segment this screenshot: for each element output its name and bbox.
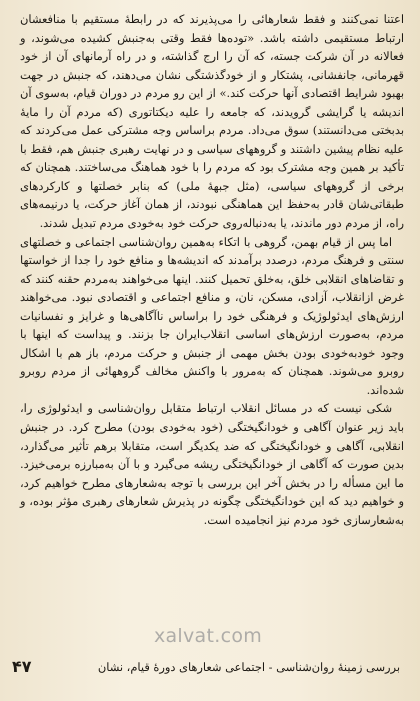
page-number: ۴۷ — [12, 657, 32, 676]
paragraph-2: اما پس از قیام بهمن، گروهی با اتکاء به‌همین روان‌شناسی اجتماعی و خصلتهای سنتی و فرهنگ مردم، درصدد برآمدند که اندیشه‌ها و منافع خود را جدا از خواستها و تقاضاهای انقلابی خلق، به‌خلق تحمیل کنند. اینها می‌خواهند به‌مردم حقنه کنند که غرض ازانقلاب، آزادی، مسکن، نان، و منافع اجتماعی و اقتصادی نبود. می‌خواهند ارزش‌های ایدئولوژیک و فرهنگی خود را براساس ناآگاهی‌ها و غرایز و نفسانیات مردم، به‌صورت ارزش‌های اساسی انقلاب‌ایران جا بزنند. و پیداست که اینها با وجود خودبه‌خودی بودن بخش مهمی از جنبش و حرکت مردم، باز هم با اشکال روبرو می‌شوند. همچنان که به‌مرور با واکنش مخالف گروههائی از مردم روبرو شده‌اند. — [20, 234, 404, 397]
paragraph-3: شکی نیست که در مسائل انقلاب ارتباط متقابل روان‌شناسی و ایدئولوژی را، باید زیر عنوان آگاهی و خودانگیختگی (خود به‌خودی بودن) مطرح کرد. در جنبش انقلابی، آگاهی و خودانگیختگی که ضد یکدیگر است، متقابلا برهم تأثیر می‌گذارد، بدین صورت که آگاهی از خودانگیختگی ریشه می‌گیرد و با آن به‌مبارزه برمی‌خیزد. ما این مسأله را در بخش آخر این بررسی با توجه به‌شعارهای مطرح خواهیم کرد، و خواهیم دید که این خودانگیختگی چگونه در پذیرش شعارهای رهبری مؤثر بوده، و به‌شعارسازی خود مردم نیز انجامیده است. — [20, 401, 404, 527]
watermark-text: xalvat.com — [153, 625, 263, 647]
paragraph-1: اعتنا نمی‌کنند و فقط شعارهائی را می‌پذیرند که در رابطهٔ مستقیم با منافعشان ارتباط مستقیمی داشته باشد. «توده‌ها فقط وقتی به‌جنبش کشیده می‌شوند، و فعالانه در آن شرکت جسته، که آن را ارج گذاشته، و در راه آرمانهای آن از خود قهرمانی، جانفشانی، پشتکار و از خودگذشتگی نشان می‌دهند، که جنبش در جهت بهبود شرایط اقتصادی آنها حرکت کند.» از این رو مردم در دوران قیام، به‌سوی آن اندیشه یا گرایشی گرویدند، که جامعه را علیه دیکتاتوری (که مردم آن را مایهٔ بدبختی می‌دانستند) سوق می‌داد. مردم براساس وجه مشترکی عمل می‌کردند که علیه نظام پیشین داشتند و گروههای سیاسی و در نهایت رهبری جنبش هم، فقط با تأکید بر همین وجه مشترک بود که مردم را با خود هماهنگ می‌ساختند. همچنان که برخی از گروههای سیاسی، (مثل جبههٔ ملی) که بنابر خصلتها و کارکردهای طبقاتی‌شان قادر به‌حفظ این هماهنگی نبودند، از همان آغاز حرکت، یا درنیمه‌های راه، از مردم دور ماندند، یا به‌دنباله‌روی حرکت خود به‌خودی مردم تبدیل شدند. — [20, 12, 404, 231]
body-text — [20, 10, 404, 529]
page-footer — [10, 657, 410, 682]
running-head: بررسی زمینهٔ روان‌شناسی - اجتماعی شعارهای دورهٔ قیام، نشان — [97, 660, 400, 674]
